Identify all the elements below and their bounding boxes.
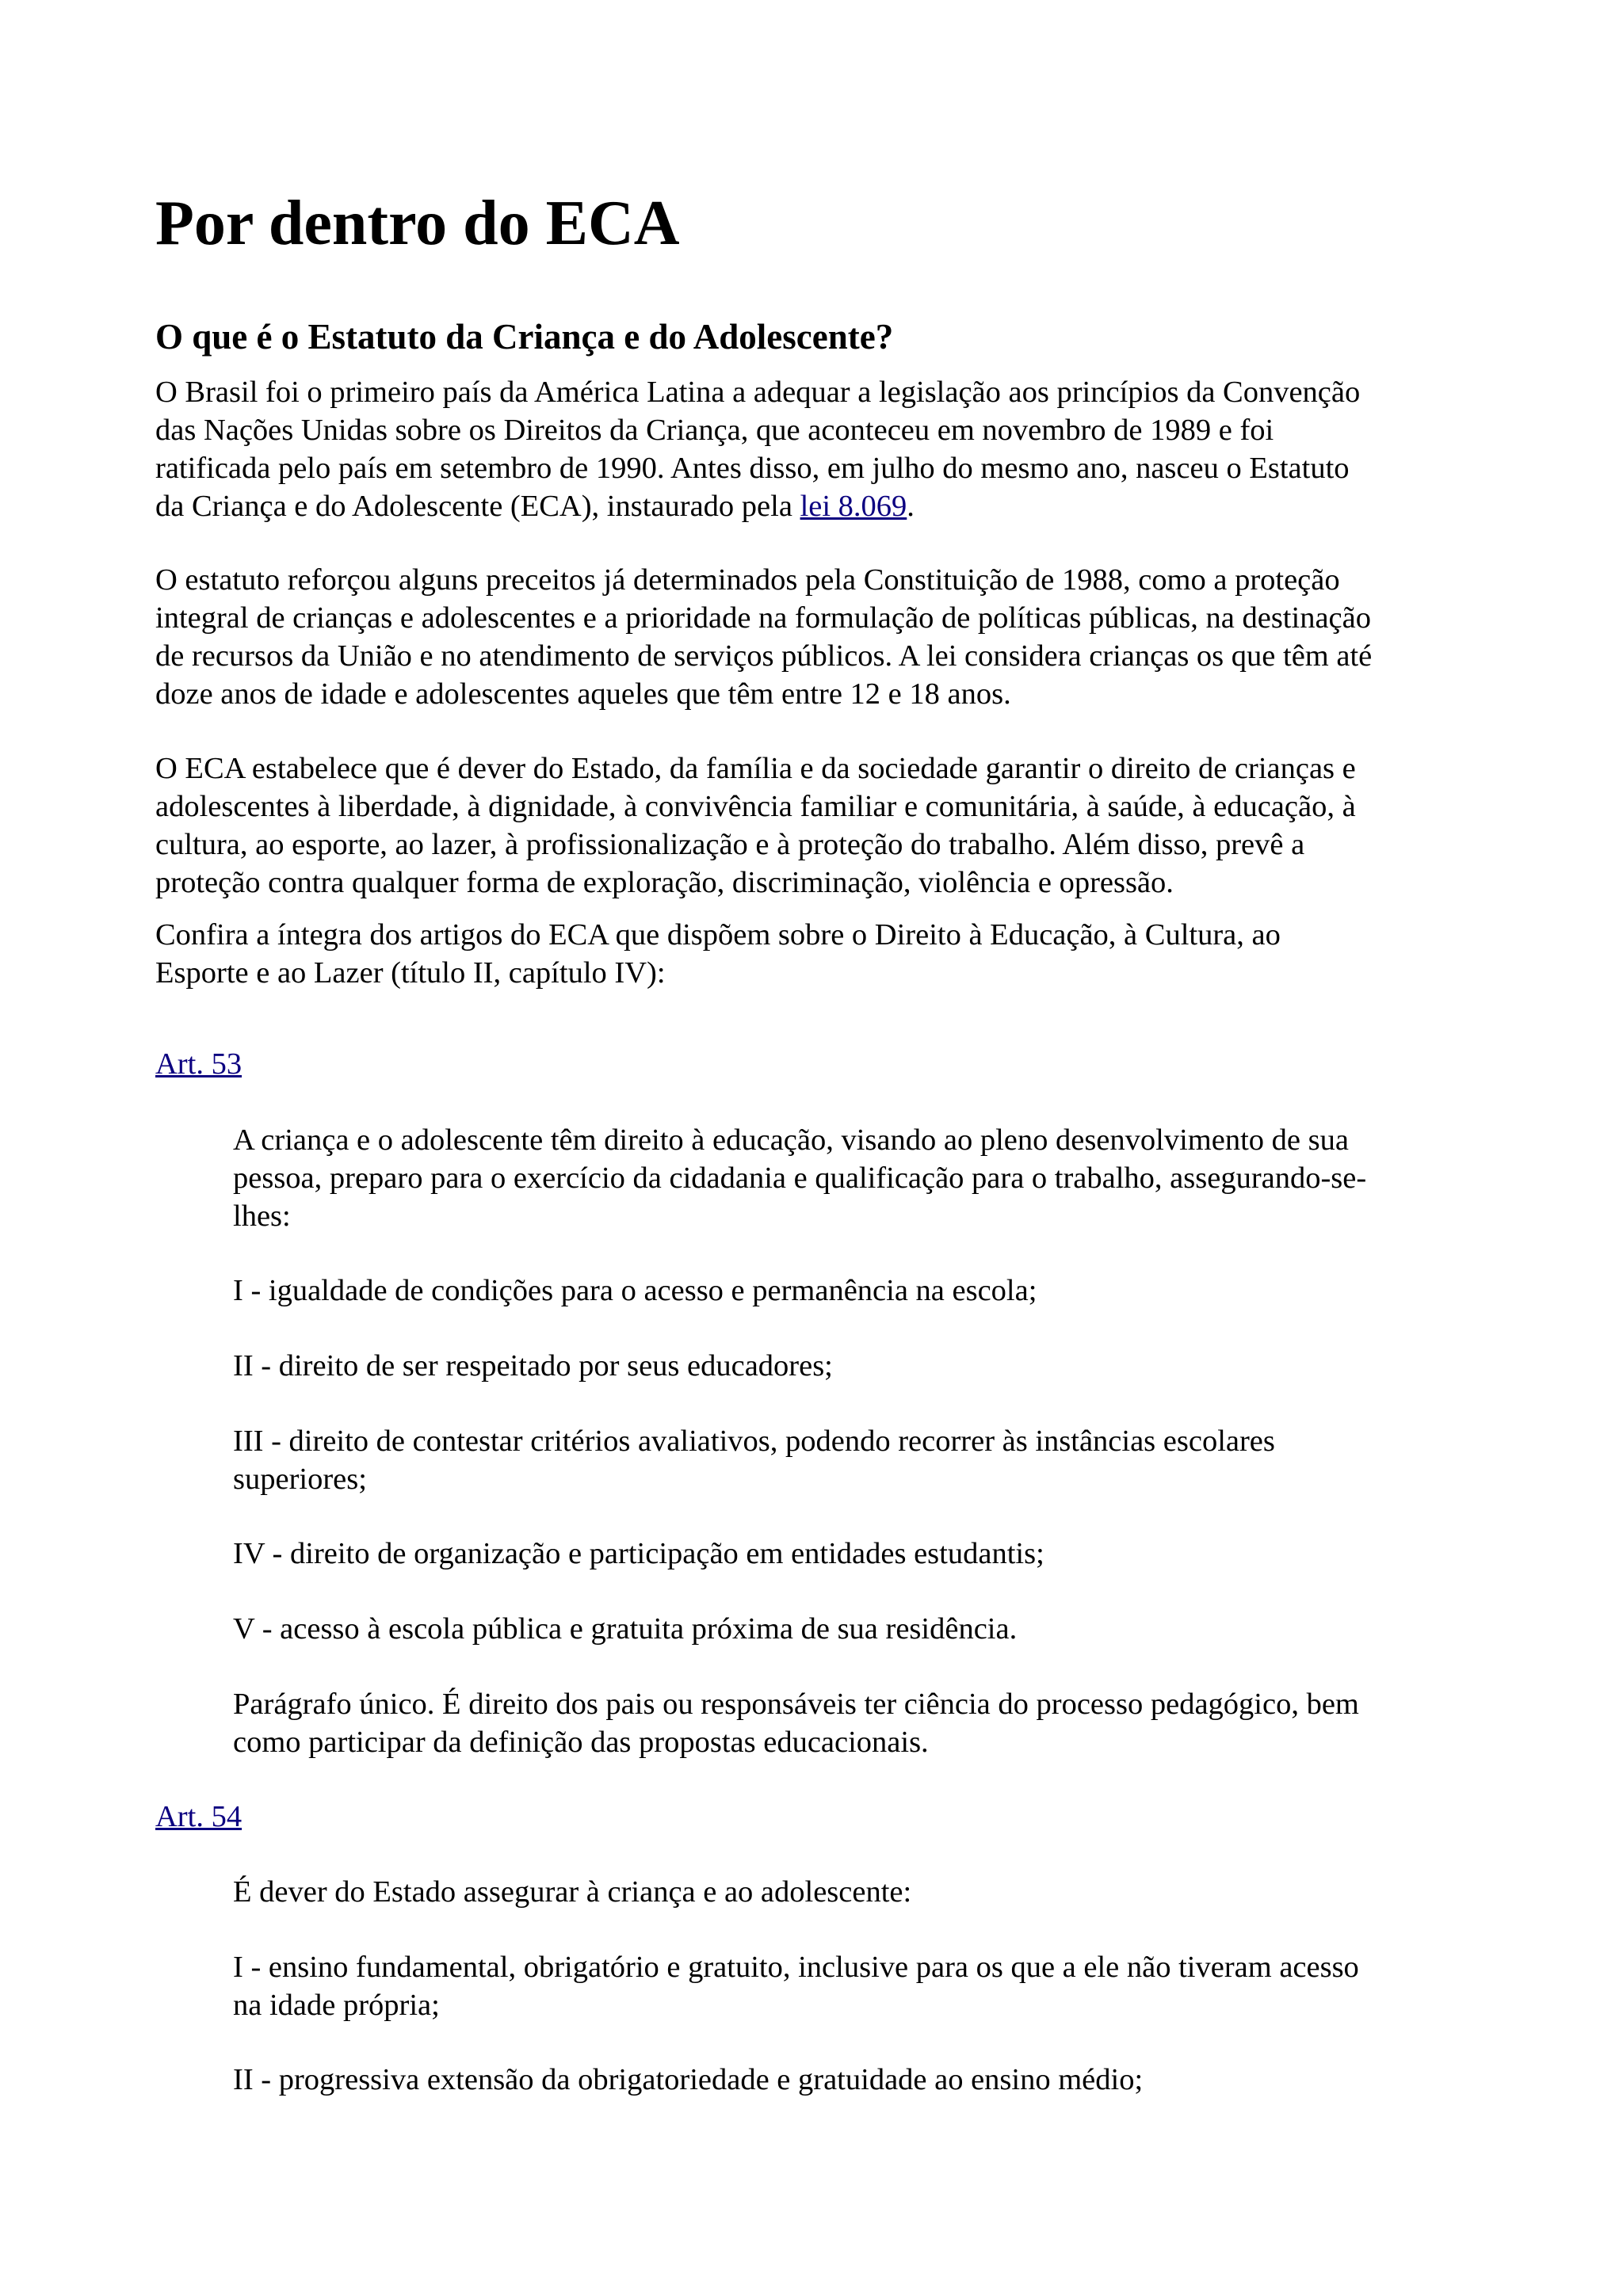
text-line: na idade própria; — [233, 1989, 440, 2022]
text-line: doze anos de idade e adolescentes aqueles que têm entre 12 e 18 anos. — [155, 677, 1011, 711]
text-line: IV - direito de organização e participação em entidades estudantis; — [233, 1537, 1044, 1570]
text-line: I - ensino fundamental, obrigatório e gratuito, inclusive para os que a ele não tiveram acesso — [233, 1951, 1359, 1984]
text-line: das Nações Unidas sobre os Direitos da Criança, que aconteceu em novembro de 1989 e foi — [155, 414, 1274, 447]
art-53-item-i — [233, 1272, 1469, 1310]
art-53-item-iv — [233, 1535, 1469, 1573]
intro-paragraph-2 — [155, 561, 1471, 713]
text-line: III - direito de contestar critérios avaliativos, podendo recorrer às instâncias escolares — [233, 1425, 1275, 1458]
text-line: lhes: — [233, 1199, 291, 1233]
text-line — [155, 487, 1471, 525]
text-line: II - direito de ser respeitado por seus educadores; — [233, 1349, 833, 1383]
text-line: II - progressiva extensão da obrigatoriedade e gratuidade ao ensino médio; — [233, 2063, 1144, 2096]
law-8069-link[interactable]: lei 8.069 — [800, 490, 907, 523]
art-54-item-i — [233, 1948, 1469, 2024]
text-line: O estatuto reforçou alguns preceitos já determinados pela Constituição de 1988, como a proteção — [155, 563, 1340, 597]
art-54-link[interactable]: Art. 54 — [155, 1800, 242, 1833]
text-line: I - igualdade de condições para o acesso e permanência na escola; — [233, 1274, 1037, 1307]
art-53-item-ii — [233, 1347, 1469, 1385]
text-line: superiores; — [233, 1463, 367, 1496]
art-53-caput — [233, 1121, 1469, 1235]
art-54-caput — [233, 1873, 1469, 1911]
art-53-paragrafo-unico — [233, 1685, 1469, 1761]
text-line: cultura, ao esporte, ao lazer, à profissionalização e à proteção do trabalho. Além disso, prevê a — [155, 828, 1305, 861]
text-line: O Brasil foi o primeiro país da América Latina a adequar a legislação aos princípios da Convenção — [155, 376, 1361, 409]
text-line: Esporte e ao Lazer (título II, capítulo IV): — [155, 956, 666, 990]
page-title: Por dentro do ECA — [155, 189, 680, 258]
art-53-item-v — [233, 1610, 1469, 1648]
text-fragment: . — [907, 490, 915, 523]
art-54-item-ii — [233, 2061, 1469, 2099]
text-fragment: da Criança e do Adolescente (ECA), instaurado pela — [155, 490, 800, 523]
text-line: V - acesso à escola pública e gratuita próxima de sua residência. — [233, 1612, 1018, 1646]
intro-paragraph-3 — [155, 749, 1471, 902]
text-line: adolescentes à liberdade, à dignidade, à convivência familiar e comunitária, à saúde, à educação, à — [155, 790, 1356, 823]
text-line: integral de crianças e adolescentes e a prioridade na formulação de políticas públicas, na destinação — [155, 601, 1371, 635]
text-line: como participar da definição das propostas educacionais. — [233, 1726, 929, 1759]
text-line: pessoa, preparo para o exercício da cidadania e qualificação para o trabalho, assegurando-se- — [233, 1161, 1367, 1195]
text-line: proteção contra qualquer forma de exploração, discriminação, violência e opressão. — [155, 866, 1174, 899]
section-heading: O que é o Estatuto da Criança e do Adolescente? — [155, 317, 894, 357]
text-line: É dever do Estado assegurar à criança e ao adolescente: — [233, 1875, 912, 1909]
art-53-link[interactable]: Art. 53 — [155, 1047, 242, 1081]
intro-paragraph-1 — [155, 373, 1471, 525]
text-line: ratificada pelo país em setembro de 1990. Antes disso, em julho do mesmo ano, nasceu o Estatuto — [155, 452, 1350, 485]
text-line: A criança e o adolescente têm direito à educação, visando ao pleno desenvolvimento de sua — [233, 1123, 1349, 1157]
intro-paragraph-4 — [155, 916, 1471, 992]
text-line: O ECA estabelece que é dever do Estado, da família e da sociedade garantir o direito de crianças e — [155, 752, 1356, 785]
text-line: Confira a íntegra dos artigos do ECA que dispõem sobre o Direito à Educação, à Cultura, ao — [155, 918, 1281, 952]
art-53-item-iii — [233, 1422, 1469, 1498]
text-line: Parágrafo único. É direito dos pais ou responsáveis ter ciência do processo pedagógico, bem — [233, 1688, 1359, 1721]
text-line: de recursos da União e no atendimento de serviços públicos. A lei considera crianças os que têm até — [155, 639, 1373, 673]
